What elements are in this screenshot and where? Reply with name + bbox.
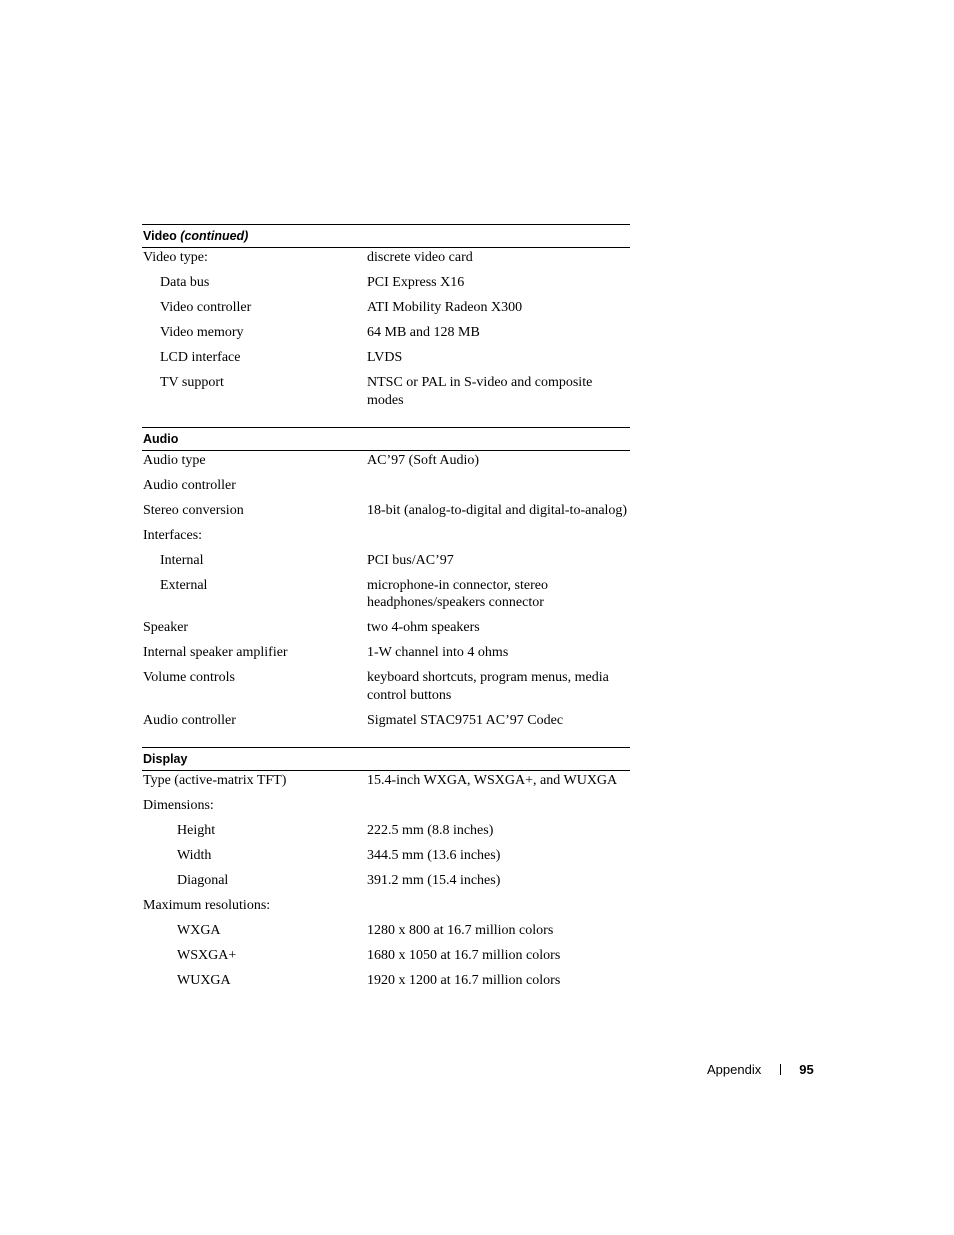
spec-value: 18-bit (analog-to-digital and digital-to-analog)	[367, 502, 628, 518]
spec-value: 344.5 mm (13.6 inches)	[367, 847, 501, 863]
spec-label: WUXGA	[177, 972, 231, 988]
section-audio	[142, 427, 630, 737]
section-title: Display	[143, 751, 188, 766]
spec-table	[142, 224, 630, 997]
spec-row	[142, 822, 630, 847]
spec-value: PCI bus/AC’97	[367, 552, 454, 568]
footer-divider	[780, 1064, 781, 1075]
spec-row	[142, 527, 630, 552]
spec-row	[142, 374, 630, 417]
spec-label: Data bus	[160, 275, 210, 290]
spec-label: Internal speaker amplifier	[143, 645, 288, 660]
section-display	[142, 747, 630, 997]
section-header	[142, 747, 630, 771]
spec-label: Diagonal	[177, 872, 229, 888]
spec-value	[367, 477, 630, 495]
spec-label: Internal	[160, 552, 204, 568]
spec-label: Stereo conversion	[143, 502, 244, 518]
spec-label: Audio type	[143, 452, 206, 468]
spec-row	[142, 274, 630, 299]
spec-value: two 4-ohm speakers	[367, 620, 480, 635]
spec-label: Audio controller	[143, 712, 236, 728]
spec-value: ATI Mobility Radeon X300	[367, 300, 523, 315]
spec-label: Volume controls	[143, 670, 235, 685]
spec-row	[142, 552, 630, 577]
spec-value: 15.4-inch WXGA, WSXGA+, and WUXGA	[367, 772, 618, 788]
spec-label: Dimensions:	[143, 797, 214, 813]
spec-row	[142, 299, 630, 324]
spec-row	[142, 797, 630, 822]
spec-value: Sigmatel STAC9751 AC’97 Codec	[367, 712, 564, 728]
spec-value: 391.2 mm (15.4 inches)	[367, 872, 501, 888]
section-header	[142, 224, 630, 248]
spec-label: WXGA	[177, 922, 221, 938]
spec-label: Type (active-matrix TFT)	[143, 772, 287, 788]
spec-label: External	[160, 577, 208, 593]
spec-value	[367, 797, 630, 815]
spec-label: Speaker	[143, 620, 189, 635]
spec-value: discrete video card	[367, 250, 473, 265]
spec-row	[142, 847, 630, 872]
spec-row	[142, 712, 630, 737]
spec-value: keyboard shortcuts, program menus, media control buttons	[367, 670, 609, 703]
spec-value: 64 MB and 128 MB	[367, 325, 480, 340]
spec-label: Audio controller	[143, 477, 236, 493]
spec-row	[142, 577, 630, 620]
spec-value: 1680 x 1050 at 16.7 million colors	[367, 947, 561, 963]
spec-value	[367, 897, 630, 915]
section-video	[142, 224, 630, 417]
spec-label: Maximum resolutions:	[143, 897, 271, 913]
spec-label: Interfaces:	[143, 527, 203, 543]
page-footer	[707, 1061, 814, 1078]
spec-row	[142, 772, 630, 797]
spec-value: 1-W channel into 4 ohms	[367, 645, 509, 660]
spec-row	[142, 452, 630, 477]
spec-value: 1920 x 1200 at 16.7 million colors	[367, 972, 561, 988]
footer-section-name: Appendix	[707, 1062, 762, 1077]
spec-row	[142, 644, 630, 669]
spec-label: Width	[177, 847, 212, 863]
section-header	[142, 427, 630, 451]
spec-value: 1280 x 800 at 16.7 million colors	[367, 922, 554, 938]
spec-label: WSXGA+	[177, 947, 237, 963]
spec-label: Video memory	[160, 325, 244, 340]
spec-value: NTSC or PAL in S-video and composite modes	[367, 375, 593, 408]
spec-row	[142, 922, 630, 947]
spec-label: Height	[177, 822, 216, 838]
spec-row	[142, 477, 630, 502]
page-number: 95	[799, 1062, 814, 1077]
spec-value: AC’97 (Soft Audio)	[367, 452, 479, 468]
spec-value: microphone-in connector, stereo headphones/speakers connector	[367, 577, 548, 610]
spec-value: PCI Express X16	[367, 275, 465, 290]
spec-row	[142, 249, 630, 274]
section-title-suffix: (continued)	[180, 229, 249, 243]
spec-row	[142, 872, 630, 897]
spec-label: TV support	[160, 375, 224, 390]
spec-value: LVDS	[367, 350, 403, 365]
section-title: Video	[143, 229, 177, 243]
spec-row	[142, 619, 630, 644]
section-title: Audio	[143, 431, 179, 446]
spec-value: 222.5 mm (8.8 inches)	[367, 822, 494, 838]
spec-row	[142, 897, 630, 922]
spec-row	[142, 502, 630, 527]
spec-row	[142, 324, 630, 349]
spec-label: LCD interface	[160, 350, 241, 365]
spec-value	[367, 527, 630, 545]
spec-row	[142, 349, 630, 374]
spec-row	[142, 972, 630, 997]
spec-label: Video type:	[143, 250, 208, 265]
spec-row	[142, 669, 630, 712]
spec-label: Video controller	[160, 300, 252, 315]
spec-row	[142, 947, 630, 972]
